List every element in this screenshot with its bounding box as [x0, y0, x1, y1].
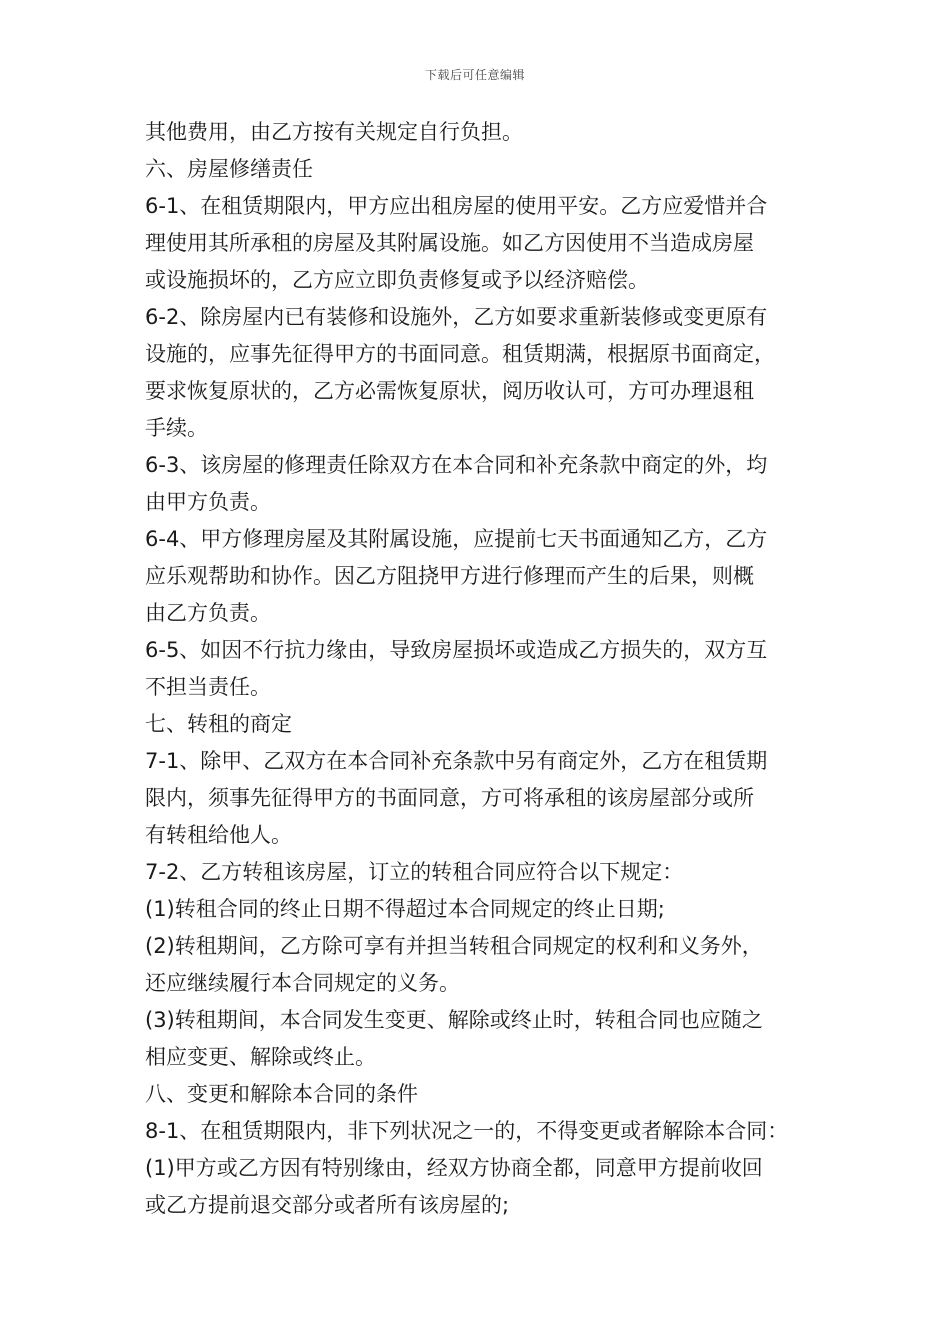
- text-line: 6-3、该房屋的修理责任除双方在本合同和补充条款中商定的外，均: [145, 453, 768, 477]
- text-line: 6-4、甲方修理房屋及其附属设施，应提前七天书面通知乙方，乙方: [145, 527, 768, 551]
- page-header: 下载后可任意编辑: [424, 68, 525, 82]
- text-line: 限内，须事先征得甲方的书面同意，方可将承租的该房屋部分或所: [145, 786, 754, 810]
- text-line: 8-1、在租赁期限内，非下列状况之一的，不得变更或者解除本合同：: [145, 1119, 789, 1143]
- text-line: 有转租给他人。: [145, 823, 292, 847]
- text-line: 由甲方负责。: [145, 490, 271, 514]
- text-line: 或乙方提前退交部分或者所有该房屋的;: [145, 1193, 510, 1217]
- text-line: 或设施损坏的，乙方应立即负责修复或予以经济赔偿。: [145, 268, 649, 292]
- text-line: 6-1、在租赁期限内，甲方应出租房屋的使用平安。乙方应爱惜并合: [145, 194, 768, 218]
- section-heading-6: 六、房屋修缮责任: [145, 157, 313, 181]
- text-line: 应乐观帮助和协作。因乙方阻挠甲方进行修理而产生的后果，则概: [145, 564, 754, 588]
- text-line: 其他费用，由乙方按有关规定自行负担。: [145, 120, 523, 144]
- text-line: 7-2、乙方转租该房屋，订立的转租合同应符合以下规定：: [145, 860, 684, 884]
- text-line: (2)转租期间，乙方除可享有并担当转租合同规定的权利和义务外，: [145, 934, 763, 958]
- text-line: 手续。: [145, 416, 208, 440]
- text-line: 7-1、除甲、乙双方在本合同补充条款中另有商定外，乙方在租赁期: [145, 749, 768, 773]
- text-line: 不担当责任。: [145, 675, 271, 699]
- text-line: 要求恢复原状的，乙方必需恢复原状，阅历收认可，方可办理退租: [145, 379, 754, 403]
- section-heading-8: 八、变更和解除本合同的条件: [145, 1082, 418, 1106]
- text-line: 6-5、如因不行抗力缘由，导致房屋损坏或造成乙方损失的，双方互: [145, 638, 768, 662]
- text-line: 理使用其所承租的房屋及其附属设施。如乙方因使用不当造成房屋: [145, 231, 754, 255]
- document-body: [145, 114, 810, 1224]
- text-line: 还应继续履行本合同规定的义务。: [145, 971, 460, 995]
- text-line: 相应变更、解除或终止。: [145, 1045, 376, 1069]
- text-line: (1)转租合同的终止日期不得超过本合同规定的终止日期;: [145, 897, 665, 921]
- text-line: (1)甲方或乙方因有特别缘由，经双方协商全都，同意甲方提前收回: [145, 1156, 763, 1180]
- text-line: 设施的，应事先征得甲方的书面同意。租赁期满，根据原书面商定，: [145, 342, 775, 366]
- section-heading-7: 七、转租的商定: [145, 712, 292, 736]
- text-line: (3)转租期间，本合同发生变更、解除或终止时，转租合同也应随之: [145, 1008, 763, 1032]
- text-line: 由乙方负责。: [145, 601, 271, 625]
- text-line: 6-2、除房屋内已有装修和设施外，乙方如要求重新装修或变更原有: [145, 305, 768, 329]
